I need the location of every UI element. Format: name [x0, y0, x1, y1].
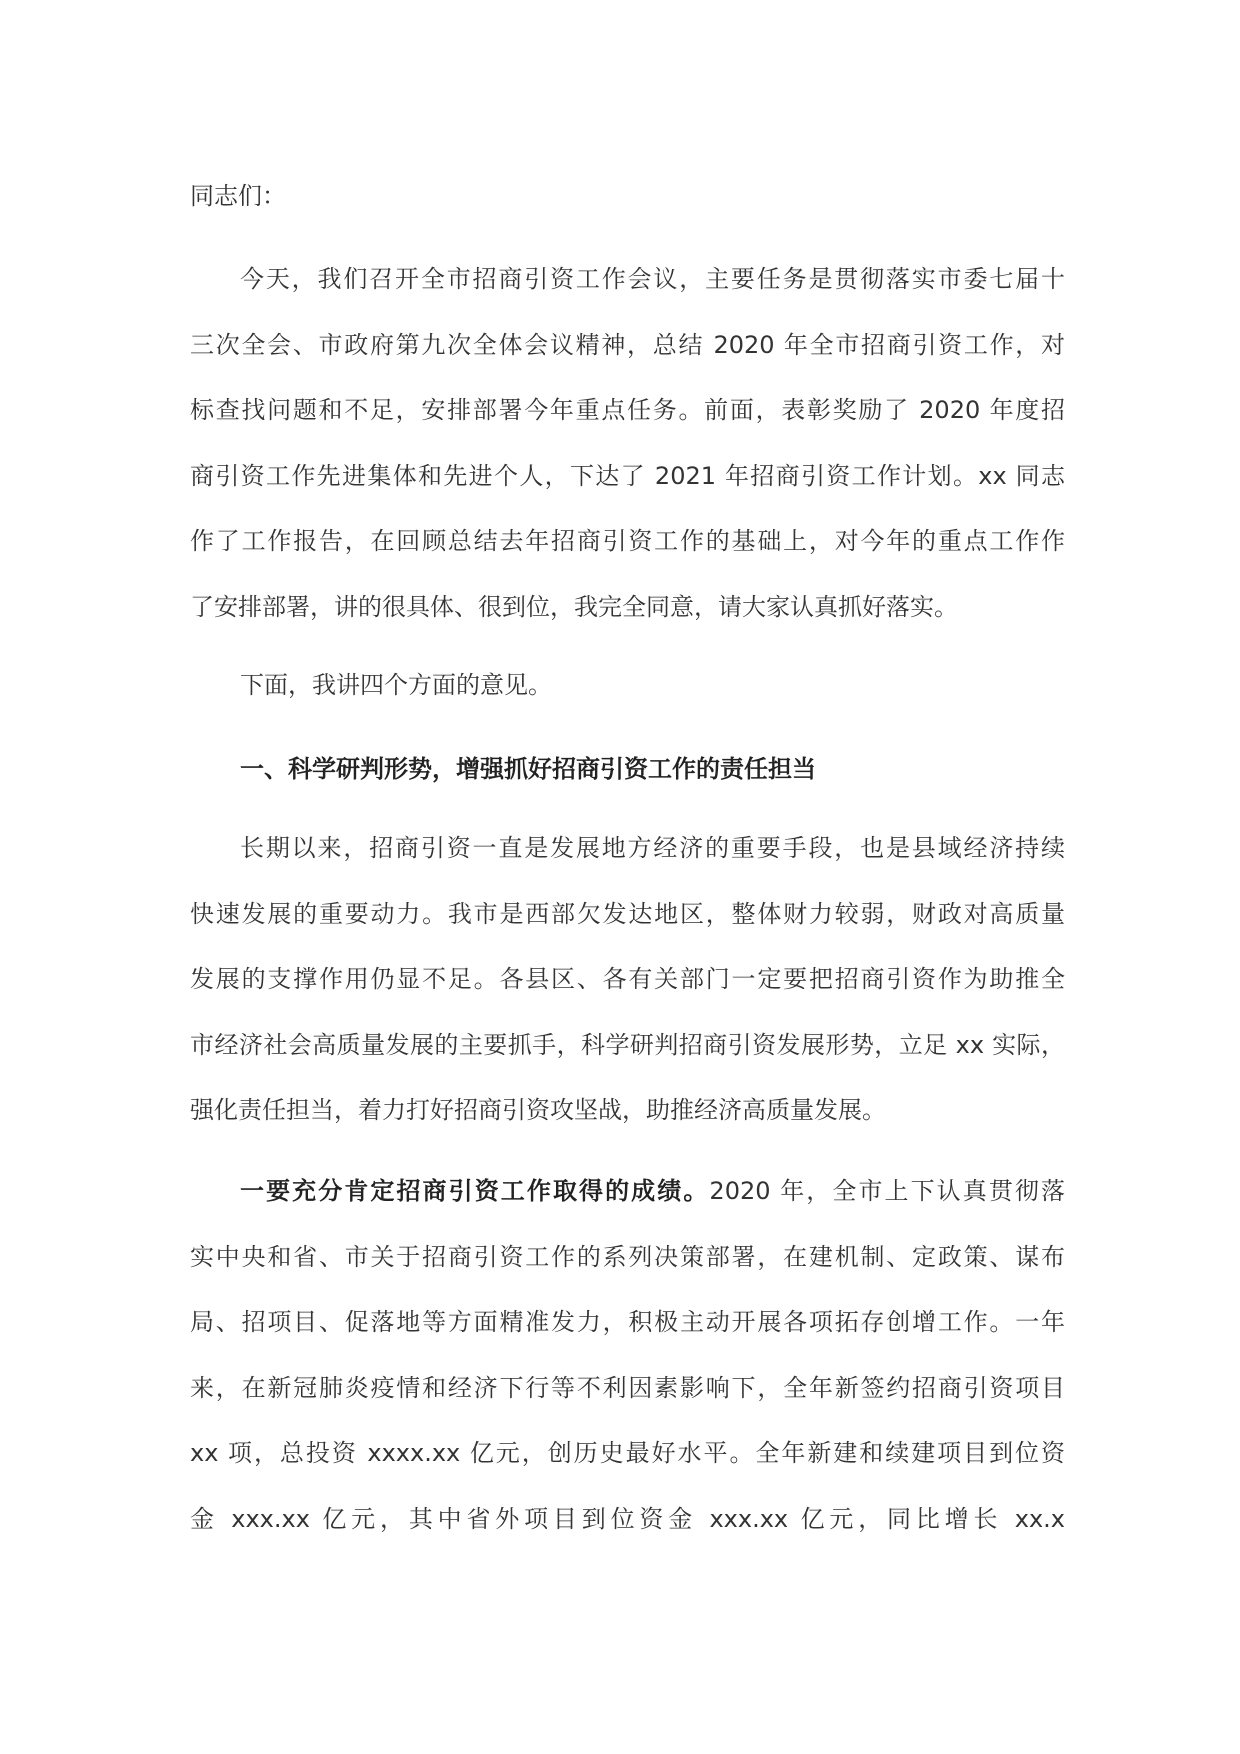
paragraph: [190, 164, 1065, 230]
text-line: 同志们：: [190, 182, 286, 211]
text-line: 金 xxx.xx 亿元，其中省外项目到位资金 xxx.xx 亿元，同比增长 xx.x: [190, 1504, 1065, 1533]
text-line: 快速发展的重要动力。我市是西部欠发达地区，整体财力较弱，财政对高质量: [190, 899, 1065, 928]
text-line: [190, 1159, 1065, 1225]
text-line: 今天，我们召开全市招商引资工作会议，主要任务是贯彻落实市委七届十: [240, 265, 1065, 294]
text-line: 作了工作报告，在回顾总结去年招商引资工作的基础上，对今年的重点工作作: [190, 527, 1065, 556]
text-line: 实中央和省、市关于招商引资工作的系列决策部署，在建机制、定政策、谋布: [190, 1242, 1065, 1271]
text-line: 三次全会、市政府第九次全体会议精神，总结 2020 年全市招商引资工作，对: [190, 330, 1065, 359]
text-line: 市经济社会高质量发展的主要抓手，科学研判招商引资发展形势，立足 xx 实际，: [190, 1030, 1065, 1059]
text-line: 来，在新冠肺炎疫情和经济下行等不利因素影响下，全年新签约招商引资项目: [190, 1373, 1065, 1402]
paragraph: [190, 1159, 1065, 1552]
text-line: 长期以来，招商引资一直是发展地方经济的重要手段，也是县域经济持续: [240, 834, 1065, 863]
text-line: 标查找问题和不足，安排部署今年重点任务。前面，表彰奖励了 2020 年度招: [190, 396, 1065, 425]
text-line: 下面，我讲四个方面的意见。: [240, 671, 552, 700]
text-line: 发展的支撑作用仍显不足。各县区、各有关部门一定要把招商引资作为助推全: [190, 965, 1065, 994]
paragraph: [190, 247, 1065, 640]
text-line: 商引资工作先进集体和先进个人，下达了 2021 年招商引资工作计划。xx 同志: [190, 461, 1065, 490]
text-line: 一、科学研判形势，增强抓好招商引资工作的责任担当: [240, 755, 816, 784]
section-heading: [190, 737, 1065, 803]
text-line: 了安排部署，讲的很具体、很到位，我完全同意，请大家认真抓好落实。: [190, 592, 958, 621]
paragraph: [190, 816, 1065, 1144]
text-line: 强化责任担当，着力打好招商引资攻坚战，助推经济高质量发展。: [190, 1096, 886, 1125]
bold-lead: 一要充分肯定招商引资工作取得的成绩。: [240, 1177, 710, 1206]
text-line: 局、招项目、促落地等方面精准发力，积极主动开展各项拓存创增工作。一年: [190, 1308, 1065, 1337]
paragraph: [190, 653, 1065, 719]
text-line: xx 项，总投资 xxxx.xx 亿元，创历史最好水平。全年新建和续建项目到位资: [190, 1439, 1065, 1468]
text-run: 2020 年，全市上下认真贯彻落: [709, 1177, 1065, 1206]
